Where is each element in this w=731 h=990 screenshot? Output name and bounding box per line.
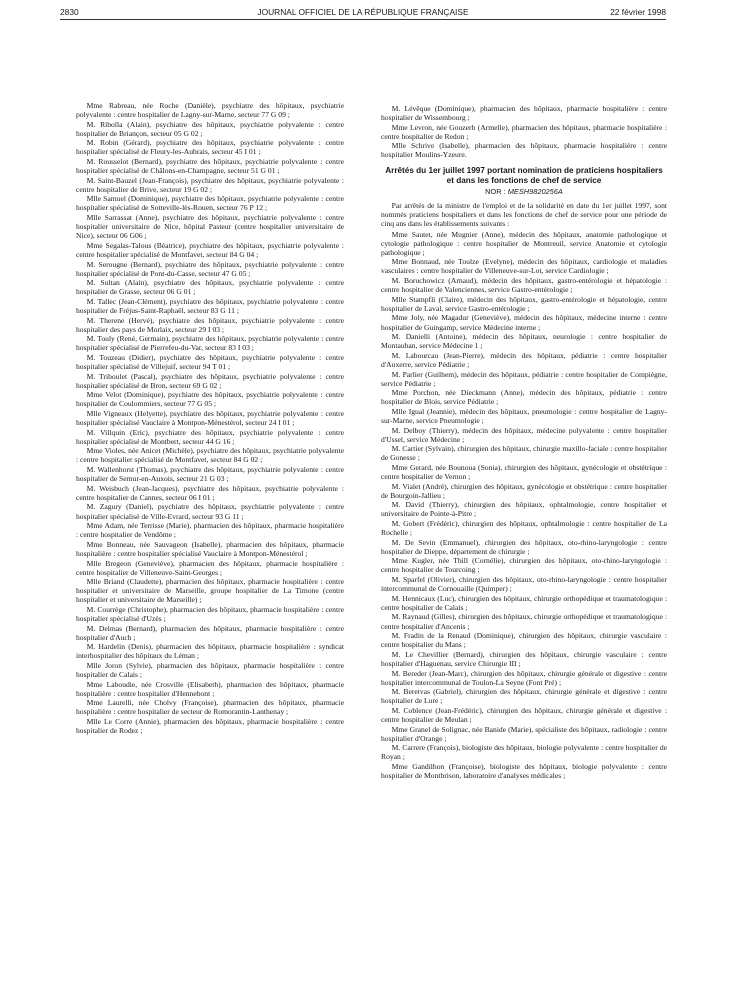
appointment-entry: Mlle Igual (Jeannie), médecin des hôpitaux, pneumologie : centre hospitalier de Lagny-sur-Marne, service Pneumologie ;: [381, 406, 667, 425]
appointment-entry: Mme Porchon, née Dieckmann (Anne), médecin des hôpitaux, pédiatrie : centre hospitalier de Blois, service Pédiatrie ;: [381, 388, 667, 407]
appointment-entry: M. Saint-Bauzel (Jean-François), psychiatre des hôpitaux, psychiatrie polyvalente : centre hospitalier de Brive, secteur 19 G 02 ;: [76, 175, 344, 194]
appointment-entry: M. Fradin de la Renaud (Dominique), chirurgien des hôpitaux, chirurgie vasculaire : centre hospitalier du Mans ;: [381, 631, 667, 650]
appointment-entry: M. Triboulet (Pascal), psychiatre des hôpitaux, psychiatrie polyvalente : centre hospitalier spécialisé de Bron, secteur 69 G 02 ;: [76, 371, 344, 390]
appointment-entry: Mme Joly, née Magadur (Geneviève), médecin des hôpitaux, médecine interne : centre hospitalier de Guingamp, service Médecine interne ;: [381, 313, 667, 332]
appointment-entry: Mlle Joron (Sylvie), pharmacien des hôpitaux, pharmacie hospitalière : centre hospitalier de Calais ;: [76, 661, 344, 680]
appointment-entry: M. Lévêque (Dominique), pharmacien des hôpitaux, pharmacie hospitalière : centre hospitalier de Wissembourg ;: [381, 104, 667, 123]
appointment-entry: M. Tallec (Jean-Clément), psychiatre des hôpitaux, psychiatrie polyvalente : centre hospitalier de Fréjus-Saint-Raphaël, secteur 83 G 11 ;: [76, 296, 344, 315]
appointment-entry: M. Parlier (Guilhem), médecin des hôpitaux, pédiatrie : centre hospitalier de Compiègne, service Pédiatrie ;: [381, 369, 667, 388]
appointment-entry: M. Boruchowicz (Arnaud), médecin des hôpitaux, gastro-entérologie et hépatologie : centre hospitalier de Valenciennes, service Gastro-entérologie ;: [381, 276, 667, 295]
appointment-entry: Mme Granel de Solignac, née Banide (Marie), spécialiste des hôpitaux, radiologie : centre hospitalier d'Orange ;: [381, 724, 667, 743]
appointment-entry: M. Le Chevillier (Bernard), chirurgien des hôpitaux, chirurgie vasculaire : centre hospitalier d'Haguenau, service Chirurgie III ;: [381, 649, 667, 668]
appointment-entry: M. Danielli (Antoine), médecin des hôpitaux, neurologie : centre hospitalier de Montauban, service Médecine 1 ;: [381, 332, 667, 351]
appointment-entry: Mlle Vigneaux (Helyette), psychiatre des hôpitaux, psychiatrie polyvalente : centre hospitalier spécialisé Vauclaire à Montpon-Ménestérol, secteur 24 I 01 ;: [76, 409, 344, 428]
appointment-entry: Mme Gerard, née Bounoua (Sonia), chirurgien des hôpitaux, gynécologie et obstétrique : centre hospitalier de Vernon ;: [381, 462, 667, 481]
appointment-entry: Mlle Briand (Claudette), pharmacien des hôpitaux, pharmacie hospitalière : centre hospitalier et universitaire de Marseille, groupe hospitalier de La Timone (centre hospitalier et universitaire de Marseille) ;: [76, 577, 344, 605]
right-column: [381, 104, 667, 781]
appointment-entry: M. Vialet (André), chirurgien des hôpitaux, gynécologie et obstétrique : centre hospitalier de Bourgoin-Jallieu ;: [381, 481, 667, 500]
section-title: Arrêtés du 1er juillet 1997 portant nomination de praticiens hospitaliers et dans les fonctions de chef de service: [385, 166, 663, 186]
appointment-entry: Mlle Stampfli (Claire), médecin des hôpitaux, gastro-entérologie et hépatologie, centre hospitalier de Laval, service Gastro-entérologie ;: [381, 294, 667, 313]
appointment-entry: Mme Violes, née Anicet (Michèle), psychiatre des hôpitaux, psychiatrie polyvalente : centre hospitalier spécialisé de Montfavet, secteur 84 G 02 ;: [76, 446, 344, 465]
appointment-entry: M. Gobert (Frédéric), chirurgien des hôpitaux, ophtalmologie : centre hospitalier de La Rochelle ;: [381, 519, 667, 538]
appointment-entry: M. Cartier (Sylvain), chirurgien des hôpitaux, chirurgie maxillo-faciale : centre hospitalier de Gonesse ;: [381, 444, 667, 463]
appointment-entry: M. Villquin (Eric), psychiatre des hôpitaux, psychiatrie polyvalente : centre hospitalier spécialisé de Montbert, secteur 44 G 16 ;: [76, 427, 344, 446]
left-column: [76, 101, 344, 736]
appointment-entry: M. Sparfel (Olivier), chirurgien des hôpitaux, oto-rhino-laryngologie : centre hospitalier intercommunal de Cornouaille (Quimper) ;: [381, 575, 667, 594]
appointment-entry: Mlle Le Corre (Annie), pharmacien des hôpitaux, pharmacie hospitalière : centre hospitalier de Rodez ;: [76, 717, 344, 736]
appointment-entry: Mme Bonnaud, née Toulze (Evelyne), médecin des hôpitaux, cardiologie et maladies vasculaires : centre hospitalier de Villeneuve-sur-Lot, service Cardiologie ;: [381, 257, 667, 276]
nor-label: NOR :: [485, 187, 506, 197]
appointment-entry: M. Carrere (François), biologiste des hôpitaux, biologie polyvalente : centre hospitalier de Royan ;: [381, 743, 667, 762]
appointment-entry: M. Delmas (Bernard), pharmacien des hôpitaux, pharmacie hospitalière : centre hospitalier d'Auch ;: [76, 623, 344, 642]
appointment-entry: Mme Laboudie, née Crosville (Elisabeth), pharmacien des hôpitaux, pharmacie hospitalière : centre hospitalier d'Hennebont ;: [76, 679, 344, 698]
appointment-entry: M. Touzeau (Didier), psychiatre des hôpitaux, psychiatrie polyvalente : centre hospitalier spécialisé de Villejuif, secteur 94 T 01 ;: [76, 352, 344, 372]
appointment-entry: Mlle Sarrassat (Anne), psychiatre des hôpitaux, psychiatrie polyvalente : centre hospitalier universitaire de Nice, hôpital Pasteur (centre hospitalier universitaire de Nice), secteur 06 G06 ;: [76, 213, 344, 241]
appointment-entry: M. Courrège (Christophe), pharmacien des hôpitaux, pharmacie hospitalière : centre hospitalier spécialisé d'Uzès ;: [76, 604, 344, 624]
appointment-entry: M. Coblence (Jean-Frédéric), chirurgien des hôpitaux, chirurgie générale et digestive : centre hospitalier de Meulan ;: [381, 705, 667, 724]
issue-date: 22 février 1998: [610, 7, 666, 17]
appointment-entry: M. Rousselot (Bernard), psychiatre des hôpitaux, psychiatrie polyvalente : centre hospitalier spécialisé de Châlons-en-Champagne, secteur 51 G 01 ;: [76, 157, 344, 176]
appointment-entry: Mme Adam, née Terrisse (Marie), pharmacien des hôpitaux, pharmacie hospitalière : centre hospitalier de Vendôme ;: [76, 521, 344, 540]
appointment-entry: M. David (Thierry), chirurgien des hôpitaux, ophtalmologie, centre hospitalier et universitaire de Pointe-à-Pitre ;: [381, 500, 667, 519]
appointment-entry: M. Delboy (Thierry), médecin des hôpitaux, médecine polyvalente : centre hospitalier d'Ussel, service Médecine ;: [381, 425, 667, 444]
appointment-entry: M. Weisbuch (Jean-Jacques), psychiatre des hôpitaux, psychiatrie polyvalente : centre hospitalier de Cannes, secteur 06 I 01 ;: [76, 483, 344, 502]
appointment-entry: M. Labourcau (Jean-Pierre), médecin des hôpitaux, pédiatrie : centre hospitalier d'Auxerre, service Pédiatrie ;: [381, 350, 667, 369]
appointment-entry: M. Zagury (Daniel), psychiatre des hôpitaux, psychiatrie polyvalente : centre hospitalier spécialisé de Ville-Evrard, secteur 93 G 11 ;: [76, 502, 344, 521]
appointment-entry: Mlle Samuel (Dominique), psychiatre des hôpitaux, psychiatrie polyvalente : centre hospitalier spécialisé de Sotteville-lès-Rouen, secteur 76 P 12 ;: [76, 194, 344, 213]
appointment-entry: M. Robin (Gérard), psychiatre des hôpitaux, psychiatrie polyvalente : centre hospitalier spécialisé de Fleury-les-Aubrais, secteur 45 I 01 ;: [76, 138, 344, 157]
appointment-entry: M. Hennicaux (Luc), chirurgien des hôpitaux, chirurgie orthopédique et traumatologique : centre hospitalier de Calais ;: [381, 593, 667, 612]
journal-title: JOURNAL OFFICIEL DE LA RÉPUBLIQUE FRANÇAISE: [257, 7, 469, 17]
appointment-entry: M. Serougne (Bernard), psychiatre des hôpitaux, psychiatrie polyvalente : centre hospitalier spécialisé de Pont-du-Casse, secteur 47 G 05 ;: [76, 259, 344, 278]
appointment-entry: Mlle Bregeon (Geneviève), pharmacien des hôpitaux, pharmacie hospitalière : centre hospitalier de Villeneuve-Saint-Georges ;: [76, 558, 344, 577]
nor-code: MESH9820256A: [507, 187, 563, 197]
header-rule: [60, 19, 666, 20]
appointment-entry: M. Beretvas (Gabriel), chirurgien des hôpitaux, chirurgie générale et digestive : centre hospitalier de Lure ;: [381, 687, 667, 706]
page-number: 2830: [60, 7, 79, 17]
appointment-entry: M. De Sevin (Emmanuel), chirurgien des hôpitaux, oto-rhino-laryngologie : centre hospitalier de Dieppe, département de chirurgie ;: [381, 537, 667, 556]
appointment-entry: M. Bereder (Jean-Marc), chirurgien des hôpitaux, chirurgie générale et digestive : centre hospitalier intercommunal de Toulon-La Seyne (Font Pré) ;: [381, 668, 667, 687]
section-intro: Par arrêtés de la ministre de l'emploi et de la solidarité en date du 1er juillet 1997, sont nommés praticiens hospitaliers et dans les fonctions de chef de service pour une période de cinq ans dans les établissements suivants :: [381, 200, 667, 228]
appointment-entry: Mme Levron, née Gouzerh (Armelle), pharmacien des hôpitaux, pharmacie hospitalière : centre hospitalier de Redon ;: [381, 122, 667, 141]
appointment-entry: Mme Rabreau, née Roche (Danièle), psychiatre des hôpitaux, psychiatrie polyvalente : centre hospitalier de Lagny-sur-Marne, secteur 77 G 09 ;: [76, 101, 344, 120]
appointment-entry: M. Wallenhorst (Thomas), psychiatre des hôpitaux, psychiatrie polyvalente : centre hospitalier de Semur-en-Auxois, secteur 21 G 03 ;: [76, 465, 344, 484]
nor-reference: [381, 187, 667, 196]
appointment-entry: Mme Laurelli, née Cholvy (Françoise), pharmacien des hôpitaux, pharmacie hospitalière : centre hospitalier de secteur de Romorantin-Lanthenay ;: [76, 698, 344, 717]
appointment-entry: M. Therene (Hervé), psychiatre des hôpitaux, psychiatrie polyvalente : centre hospitalier des pays de Morlaix, secteur 29 I 03 ;: [76, 315, 344, 334]
appointment-entry: Mlle Schrive (Isabelle), pharmacien des hôpitaux, pharmacie hospitalière : centre hospitalier Moulins-Yzeure.: [381, 141, 667, 160]
appointment-entry: M. Touly (René, Germain), psychiatre des hôpitaux, psychiatrie polyvalente : centre hospitalier spécialisé de Pierrefeu-du-Var, secteur 83 I 03 ;: [76, 334, 344, 353]
appointment-entry: M. Ribolla (Alain), psychiatre des hôpitaux, psychiatrie polyvalente : centre hospitalier de Briançon, secteur 05 G 02 ;: [76, 119, 344, 138]
appointment-entry: Mme Gandilhon (Françoise), biologiste des hôpitaux, biologie polyvalente : centre hospitalier de Montbrison, laboratoire d'analyses médicales ;: [381, 761, 667, 780]
appointment-entry: Mme Sautet, née Mugnier (Anne), médecin des hôpitaux, anatomie pathologique et cytologie pathologique : centre hospitalier de Montreuil, service Anatomie et cytologie pathologique ;: [381, 229, 667, 257]
appointment-entry: M. Raynaud (Gilles), chirurgien des hôpitaux, chirurgie orthopédique et traumatologique : centre hospitalier d'Ancenis ;: [381, 612, 667, 631]
appointment-entry: Mme Segalas-Talous (Béatrice), psychiatre des hôpitaux, psychiatrie polyvalente : centre hospitalier spécialisé de Montfavet, secteur 84 G 04 ;: [76, 240, 344, 259]
appointment-entry: Mme Bonneau, née Sauvageon (Isabelle), pharmacien des hôpitaux, pharmacie hospitalière : centre hospitalier spécialisé Vauclaire à Montpon-Ménestérol ;: [76, 539, 344, 558]
appointment-entry: Mme Velot (Dominique), psychiatre des hôpitaux, psychiatrie polyvalente : centre hospitalier de Coulommiers, secteur 77 G 05 ;: [76, 390, 344, 409]
appointment-entry: M. Hardelin (Denis), pharmacien des hôpitaux, pharmacie hospitalière : syndicat interhospitalier des hôpitaux du Léman ;: [76, 642, 344, 661]
appointment-entry: M. Sultan (Alain), psychiatre des hôpitaux, psychiatrie polyvalente : centre hospitalier de Grasse, secteur 06 G 01 ;: [76, 278, 344, 297]
appointment-entry: Mme Kugler, née Thill (Cornélie), chirurgien des hôpitaux, oto-rhino-laryngologie : centre hospitalier de Tourcoing ;: [381, 556, 667, 575]
